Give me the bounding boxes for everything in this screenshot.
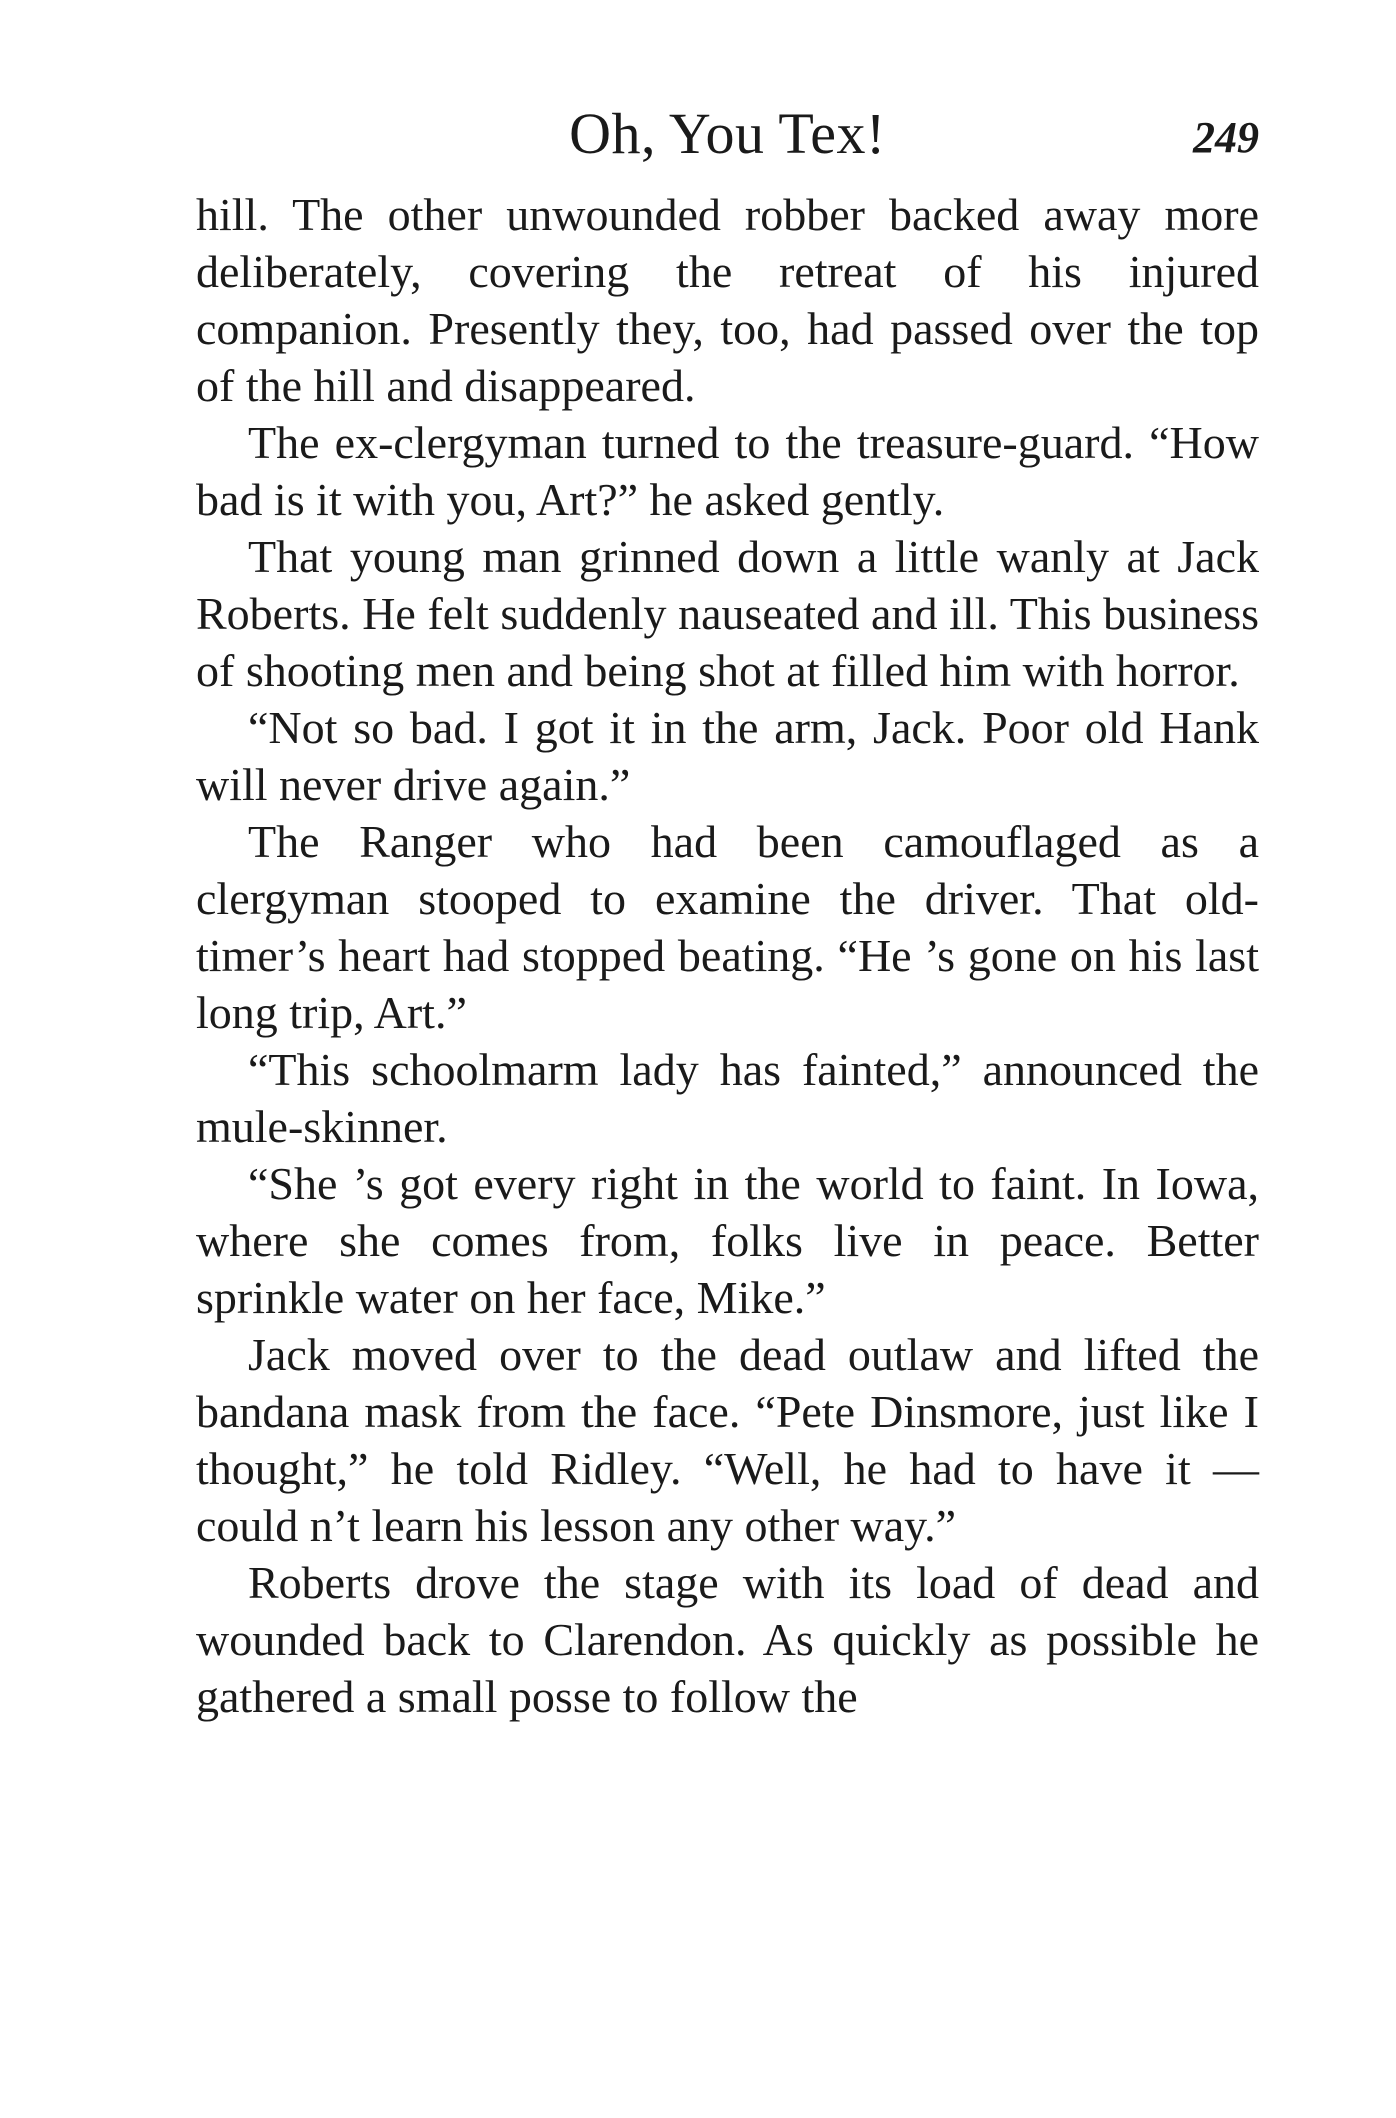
paragraph: Roberts drove the stage with its load of dead and wounded back to Clarendon. As quickly as possible he gathered a small posse to follow the (196, 1557, 1259, 1722)
paragraph: That young man grinned down a little wanly at Jack Roberts. He felt suddenly nauseated and ill. This business of shooting men and being shot at filled him with horror. (196, 531, 1259, 696)
page-number: 249 (1193, 113, 1259, 162)
body-text (196, 186, 1259, 1725)
paragraph: The ex-clergyman turned to the treasure-guard. “How bad is it with you, Art?” he asked gently. (196, 417, 1259, 525)
running-title: Oh, You Tex! (569, 101, 886, 166)
paragraph: The Ranger who had been camouflaged as a clergyman stooped to examine the driver. That old-timer’s heart had stopped beating. “He ’s gone on his last long trip, Art.” (196, 816, 1259, 1038)
paragraph: hill. The other unwounded robber backed away more deliberately, covering the retreat of his injured companion. Presently they, too, had passed over the top of the hill and disappeared. (196, 189, 1259, 411)
paragraph: Jack moved over to the dead outlaw and lifted the bandana mask from the face. “Pete Dinsmore, just like I thought,” he told Ridley. “Well, he had to have it — could n’t learn his lesson any other way.” (196, 1329, 1259, 1551)
paragraph: “She ’s got every right in the world to faint. In Iowa, where she comes from, folks live in peace. Better sprinkle water on her face, Mike.” (196, 1158, 1259, 1323)
paragraph: “This schoolmarm lady has fainted,” announced the mule-skinner. (196, 1044, 1259, 1152)
page-header (196, 96, 1259, 172)
paragraph: “Not so bad. I got it in the arm, Jack. Poor old Hank will never drive again.” (196, 702, 1259, 810)
